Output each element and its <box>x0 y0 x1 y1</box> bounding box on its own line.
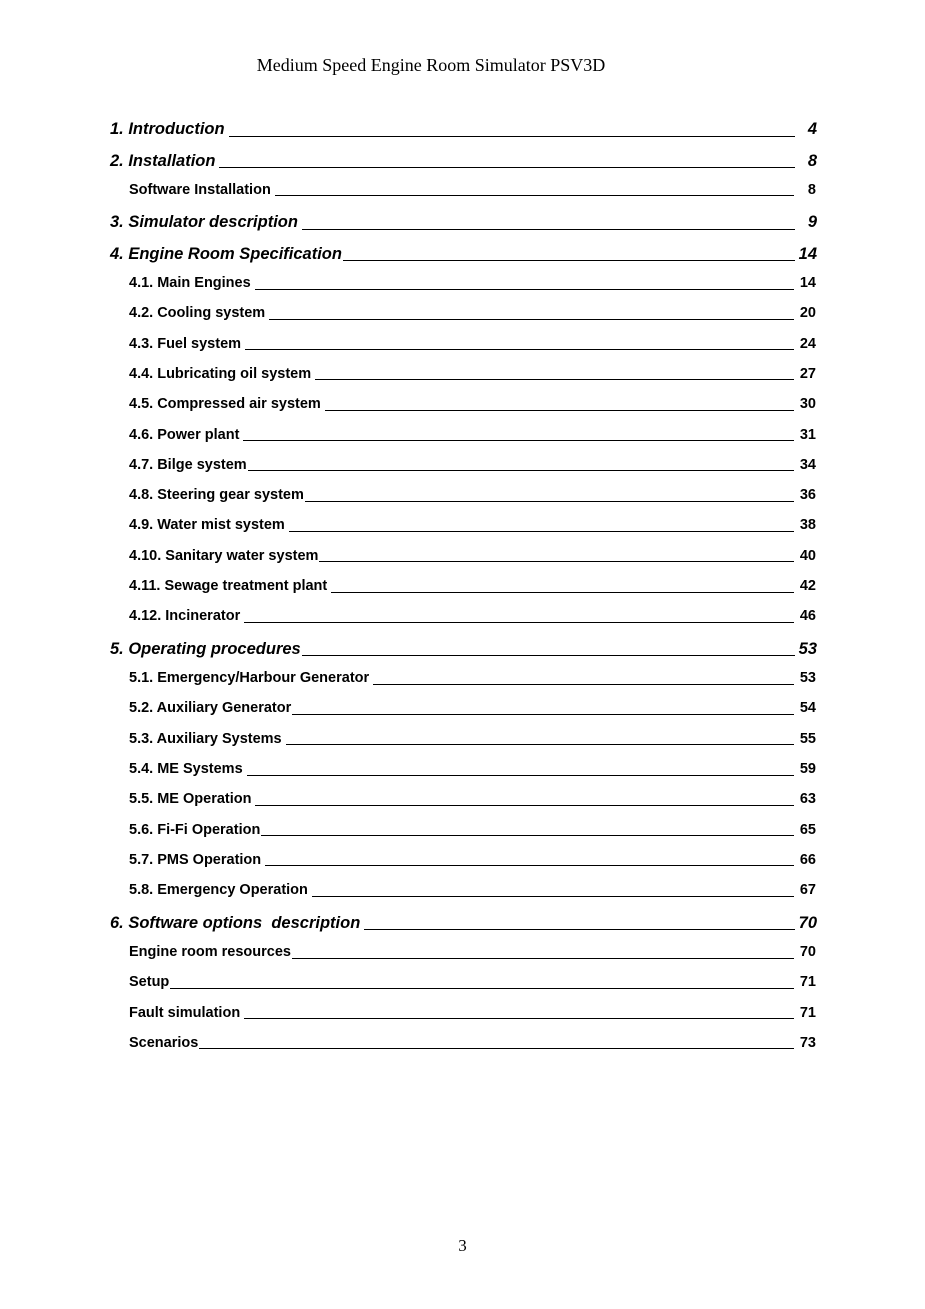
toc-entry-title: 4.9. Water mist system <box>129 517 285 534</box>
toc-leader-line <box>255 805 794 806</box>
toc-entry[interactable] <box>0 448 816 478</box>
toc-entry-page: 46 <box>799 608 816 625</box>
toc-entry[interactable] <box>0 297 816 327</box>
toc-entry[interactable] <box>0 142 817 174</box>
toc-leader-line <box>248 470 794 471</box>
toc-leader-line <box>269 319 794 320</box>
toc-entry[interactable] <box>0 600 816 630</box>
toc-entry[interactable] <box>0 722 816 752</box>
toc-leader-line <box>275 195 794 196</box>
toc-leader-line <box>292 958 794 959</box>
toc-entry-page: 20 <box>799 305 816 322</box>
toc-leader-line <box>325 410 794 411</box>
toc-entry[interactable] <box>0 173 816 203</box>
toc-entry-page: 70 <box>799 944 816 961</box>
toc-leader-line <box>319 561 794 562</box>
toc-entry-title: 5.4. ME Systems <box>129 761 243 778</box>
toc-entry-page: 9 <box>807 213 817 232</box>
toc-leader-line <box>331 592 794 593</box>
toc-entry-title: 2. Installation <box>110 151 216 170</box>
toc-leader-line <box>292 714 794 715</box>
toc-entry-title: 4.3. Fuel system <box>129 335 242 352</box>
toc-entry-title: 4.4. Lubricating oil system <box>129 365 312 382</box>
toc-entry[interactable] <box>0 1026 816 1056</box>
toc-entry-page: 24 <box>799 335 816 352</box>
toc-leader-line <box>244 1018 794 1019</box>
toc-entry-page: 65 <box>799 821 816 838</box>
toc-leader-line <box>364 929 795 930</box>
toc-leader-line <box>373 684 794 685</box>
toc-entry-title: 4.8. Steering gear system <box>129 487 304 504</box>
toc-entry-page: 4 <box>807 120 817 138</box>
toc-leader-line <box>343 260 795 261</box>
toc-entry-page: 36 <box>799 487 816 504</box>
toc-entry-title: 4.2. Cooling system <box>129 305 266 322</box>
toc-entry-title: 5.8. Emergency Operation <box>129 882 308 899</box>
toc-entry[interactable] <box>0 873 816 903</box>
toc-leader-line <box>305 501 794 502</box>
toc-leader-line <box>261 835 794 836</box>
toc-entry-title: 4.11. Sewage treatment plant <box>129 578 328 595</box>
toc-entry-page: 67 <box>799 882 816 899</box>
toc-entry-title: 4.6. Power plant <box>129 426 240 443</box>
toc-entry-title: 4.10. Sanitary water system <box>129 547 319 564</box>
toc-entry-page: 53 <box>799 670 816 687</box>
toc-entry-title: Scenarios <box>129 1034 199 1051</box>
toc-entry[interactable] <box>0 266 816 296</box>
toc-leader-line <box>245 349 794 350</box>
toc-leader-line <box>219 167 795 168</box>
toc-entry-page: 53 <box>798 639 817 658</box>
toc-entry-page: 73 <box>799 1034 816 1051</box>
toc-entry-title: 4.7. Bilge system <box>129 456 247 473</box>
toc-entry-page: 66 <box>799 851 816 868</box>
toc-entry[interactable] <box>0 418 816 448</box>
toc-entry[interactable] <box>0 478 816 508</box>
toc-entry[interactable] <box>0 996 816 1026</box>
toc-entry-page: 31 <box>799 426 816 443</box>
toc-entry-title: Software Installation <box>129 181 271 198</box>
toc-entry[interactable] <box>0 661 816 691</box>
toc-entry[interactable] <box>0 752 816 782</box>
toc-entry[interactable] <box>0 387 816 417</box>
toc-leader-line <box>265 865 794 866</box>
toc-entry-title: 4.12. Incinerator <box>129 608 241 625</box>
toc-entry-title: 5. Operating procedures <box>110 639 301 658</box>
toc-entry-title: Engine room resources <box>129 944 291 961</box>
toc-entry-page: 8 <box>807 151 817 170</box>
toc-entry[interactable] <box>0 327 816 357</box>
toc-leader-line <box>289 531 794 532</box>
toc-entry[interactable] <box>0 235 817 267</box>
toc-leader-line <box>243 440 794 441</box>
toc-entry-page: 54 <box>799 700 816 717</box>
toc-entry-page: 38 <box>799 517 816 534</box>
toc-entry[interactable] <box>0 569 816 599</box>
toc-entry[interactable] <box>0 539 816 569</box>
toc-entry[interactable] <box>0 904 817 936</box>
toc-leader-line <box>199 1048 794 1049</box>
toc-entry-title: 5.3. Auxiliary Systems <box>129 730 282 747</box>
toc-entry-page: 70 <box>798 913 817 932</box>
toc-entry[interactable] <box>0 509 816 539</box>
toc-entry-title: 4.1. Main Engines <box>129 275 251 292</box>
toc-leader-line <box>170 988 794 989</box>
toc-entry-title: 5.7. PMS Operation <box>129 851 262 868</box>
toc-entry[interactable] <box>0 692 816 722</box>
toc-entry-title: Setup <box>129 974 170 991</box>
toc-entry[interactable] <box>0 357 816 387</box>
toc-entry-title: 5.2. Auxiliary Generator <box>129 700 292 717</box>
toc-entry-page: 8 <box>807 181 816 198</box>
toc-entry-page: 30 <box>799 396 816 413</box>
toc-leader-line <box>255 289 794 290</box>
toc-entry-page: 71 <box>799 1004 816 1021</box>
toc-entry-page: 40 <box>799 547 816 564</box>
toc-leader-line <box>302 229 795 230</box>
toc-entry-page: 59 <box>799 761 816 778</box>
toc-entry-title: 1. Introduction <box>110 120 225 138</box>
toc-entry[interactable] <box>0 203 817 235</box>
table-of-contents <box>0 110 925 1056</box>
toc-entry-page: 14 <box>798 244 817 263</box>
toc-entry-page: 42 <box>799 578 816 595</box>
toc-entry-title: 5.6. Fi-Fi Operation <box>129 821 261 838</box>
toc-entry[interactable] <box>0 966 816 996</box>
toc-leader-line <box>229 136 795 137</box>
toc-entry[interactable] <box>0 783 816 813</box>
toc-leader-line <box>247 775 794 776</box>
toc-leader-line <box>315 379 794 380</box>
toc-entry-title: 4.5. Compressed air system <box>129 396 321 413</box>
toc-leader-line <box>286 744 794 745</box>
toc-entry[interactable] <box>0 110 817 142</box>
toc-entry[interactable] <box>0 813 816 843</box>
toc-entry-title: 5.5. ME Operation <box>129 791 252 808</box>
toc-leader-line <box>244 622 794 623</box>
toc-entry-page: 27 <box>799 365 816 382</box>
toc-entry-title: 5.1. Emergency/Harbour Generator <box>129 670 370 687</box>
toc-entry-title: 6. Software options description <box>110 913 361 932</box>
toc-entry-page: 14 <box>799 275 816 292</box>
toc-leader-line <box>312 896 794 897</box>
toc-entry-page: 55 <box>799 730 816 747</box>
toc-entry-title: 3. Simulator description <box>110 213 298 232</box>
toc-entry-title: Fault simulation <box>129 1004 241 1021</box>
toc-entry[interactable] <box>0 935 816 965</box>
page-number: 3 <box>458 1236 467 1255</box>
toc-entry[interactable] <box>0 843 816 873</box>
toc-entry-title: 4. Engine Room Specification <box>110 244 342 263</box>
toc-entry[interactable] <box>0 630 817 662</box>
toc-entry-page: 63 <box>799 791 816 808</box>
running-header: Medium Speed Engine Room Simulator PSV3D <box>256 55 606 75</box>
toc-entry-page: 71 <box>799 974 816 991</box>
toc-entry-page: 34 <box>799 456 816 473</box>
toc-leader-line <box>302 655 795 656</box>
